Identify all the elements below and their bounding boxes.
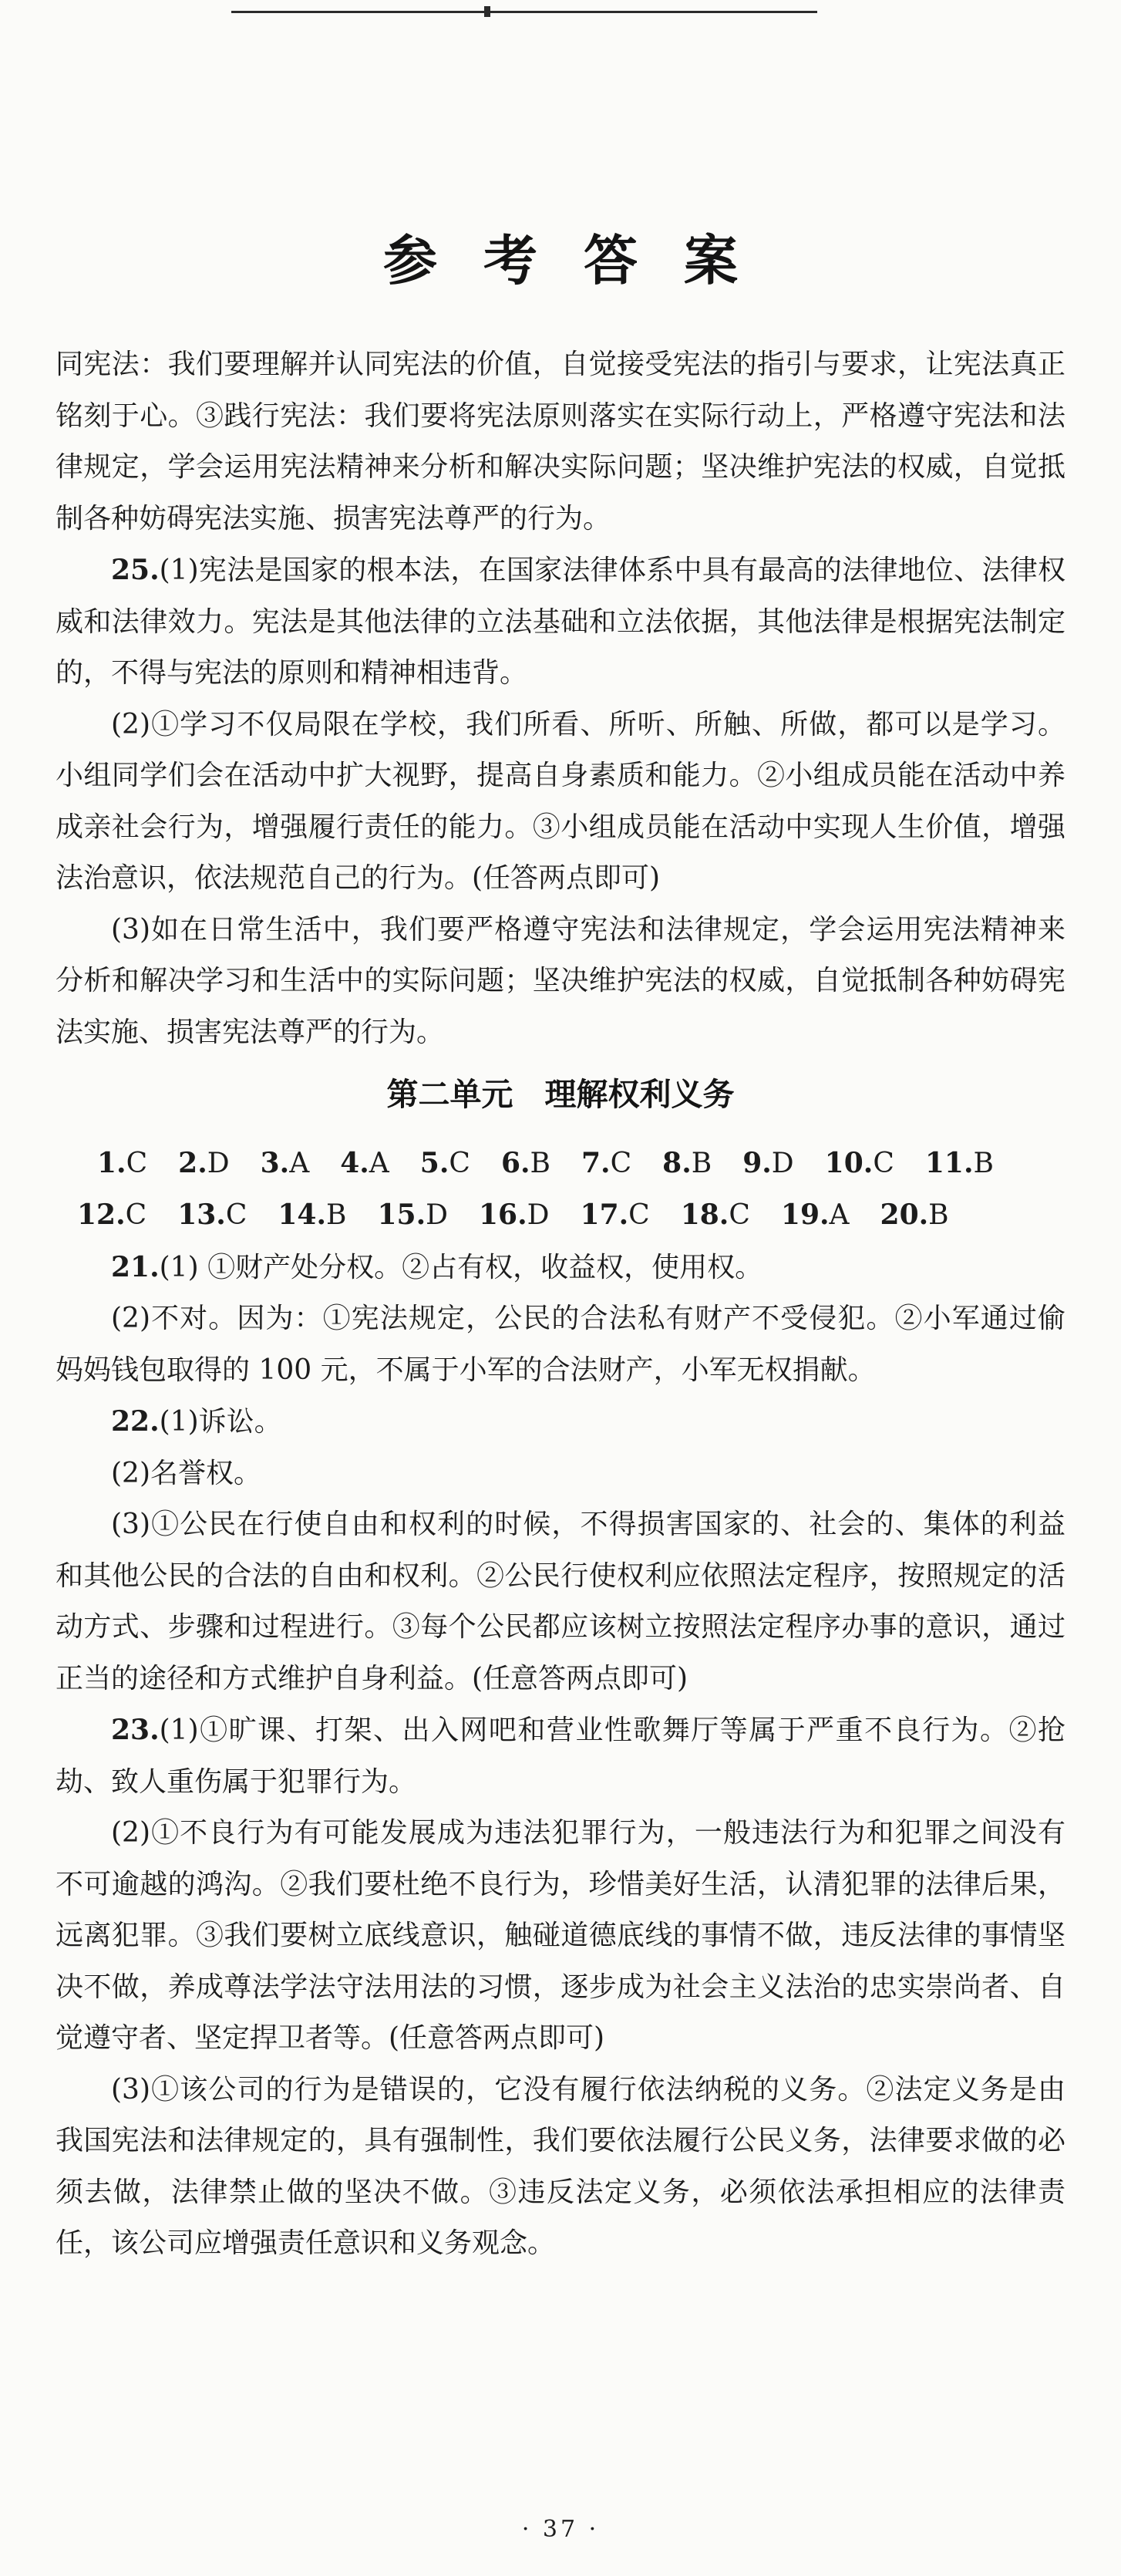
mc-question-number: 3.	[260, 1146, 290, 1179]
mc-answer-letter: B	[691, 1147, 712, 1179]
mc-answer-item	[925, 1138, 994, 1190]
mc-answer-item	[177, 1189, 247, 1242]
mc-answer-item	[681, 1189, 750, 1242]
mc-question-number: 13.	[177, 1199, 226, 1231]
q21-number: 21.	[111, 1250, 160, 1283]
answer-content	[56, 339, 1065, 2270]
mc-answer-item	[581, 1138, 631, 1190]
top-rule	[231, 11, 817, 13]
mc-question-number: 9.	[742, 1146, 772, 1179]
mc-answers-row-2	[56, 1189, 1065, 1242]
mc-question-number: 18.	[680, 1199, 729, 1231]
mc-answers-row-1	[56, 1138, 1065, 1190]
mc-question-number: 16.	[479, 1199, 527, 1231]
mc-question-number: 8.	[662, 1146, 692, 1179]
mc-answer-item	[77, 1189, 146, 1242]
mc-question-number: 19.	[780, 1199, 830, 1231]
mc-question-number: 17.	[580, 1199, 629, 1231]
mc-question-number: 7.	[581, 1146, 611, 1179]
mc-answer-letter: A	[369, 1147, 389, 1179]
q25-part3: (3)如在日常生活中，我们要严格遵守宪法和法律规定，学会运用宪法精神来分析和解决学习和生活中的实际问题；坚决维护宪法的权威，自觉抵制各种妨碍宪法实施、损害宪法尊严的行为。	[56, 913, 1065, 1048]
page-number: · 37 ·	[521, 2516, 600, 2543]
q25-part1-text: (1)宪法是国家的根本法，在国家法律体系中具有最高的法律地位、法律权威和法律效力。宪法是其他法律的立法基础和立法依据，其他法律是根据宪法制定的，不得与宪法的原则和精神相违背。	[56, 555, 1065, 689]
mc-answer-letter: B	[973, 1147, 994, 1179]
mc-answer-item	[97, 1138, 147, 1190]
q25-number: 25.	[111, 554, 160, 586]
mc-question-number: 10.	[824, 1146, 874, 1179]
mc-answer-letter: B	[530, 1147, 550, 1179]
mc-answer-item	[825, 1138, 894, 1190]
q22-part3: (3)①公民在行使自由和权利的时候，不得损害国家的、社会的、集体的利益和其他公民的合法的自由和权利。②公民行使权利应依照法定程序，按照规定的活动方式、步骤和过程进行。③每个公民都应该树立按照法定程序办事的意识，通过正当的途径和方式维护自身利益。(任意答两点即可)	[56, 1509, 1065, 1694]
mc-question-number: 15.	[377, 1199, 426, 1231]
mc-question-number: 12.	[77, 1199, 126, 1231]
q22-number: 22.	[111, 1405, 160, 1438]
mc-answer-item	[742, 1138, 793, 1190]
q21-part1-text: (1) ①财产处分权。②占有权，收益权，使用权。	[159, 1251, 763, 1283]
mc-question-number: 20.	[880, 1199, 929, 1231]
top-rule-tick	[484, 6, 490, 17]
q22-part2: (2)名誉权。	[111, 1457, 261, 1489]
mc-answer-letter: C	[126, 1147, 148, 1179]
mc-answer-item	[178, 1138, 229, 1190]
mc-answer-letter: B	[326, 1199, 347, 1231]
mc-answer-item	[377, 1189, 448, 1242]
mc-answer-letter: C	[449, 1147, 470, 1179]
mc-answer-item	[501, 1138, 550, 1190]
unit-title: 第二单元 理解权利义务	[386, 1076, 735, 1113]
mc-answer-letter: C	[225, 1199, 247, 1231]
mc-answer-letter: A	[289, 1147, 310, 1179]
mc-answer-letter: D	[771, 1147, 794, 1179]
intro-paragraph: 同宪法：我们要理解并认同宪法的价值，自觉接受宪法的指引与要求，让宪法真正铭刻于心。③践行宪法：我们要将宪法原则落实在实际行动上，严格遵守宪法和法律规定，学会运用宪法精神来分析和解决实际问题；坚决维护宪法的权威，自觉抵制各种妨碍宪法实施、损害宪法尊严的行为。	[56, 349, 1065, 534]
mc-answer-item	[662, 1138, 712, 1190]
q22-part1-text: (1)诉讼。	[159, 1406, 282, 1438]
mc-answer-item	[340, 1138, 389, 1190]
mc-answer-letter: C	[628, 1199, 650, 1231]
mc-answer-letter: C	[729, 1199, 750, 1231]
q25-part1	[56, 545, 1065, 700]
mc-question-number: 1.	[97, 1146, 126, 1179]
mc-question-number: 6.	[500, 1146, 530, 1179]
q21-part2: (2)不对。因为：①宪法规定，公民的合法私有财产不受侵犯。②小军通过偷妈妈钱包取得的 100 元，不属于小军的合法财产，小军无权捐献。	[56, 1303, 1065, 1386]
mc-answer-item	[278, 1189, 346, 1242]
mc-answer-letter: C	[610, 1147, 632, 1179]
mc-answer-letter: D	[527, 1199, 550, 1231]
q23-part3: (3)①该公司的行为是错误的，它没有履行依法纳税的义务。②法定义务是由我国宪法和法律规定的，具有强制性，我们要依法履行公民义务，法律要求做的必须去做，法律禁止做的坚决不做。③违反法定义务，必须依法承担相应的法律责任，该公司应增强责任意识和义务观念。	[56, 2073, 1065, 2259]
mc-question-number: 5.	[419, 1146, 449, 1179]
q23-number: 23.	[111, 1714, 160, 1746]
page-title: 参考答案	[383, 228, 784, 292]
mc-answer-item	[420, 1138, 470, 1190]
q22-part1	[56, 1396, 1065, 1448]
q23-part1	[56, 1704, 1065, 1808]
mc-answer-letter: C	[873, 1147, 894, 1179]
mc-answer-item	[261, 1138, 310, 1190]
mc-answer-item	[479, 1189, 550, 1242]
q25-part2: (2)①学习不仅局限在学校，我们所看、所听、所触、所做，都可以是学习。小组同学们会在活动中扩大视野，提高自身素质和能力。②小组成员能在活动中养成亲社会行为，增强履行责任的能力。③小组成员能在活动中实现人生价值，增强法治意识，依法规范自己的行为。(任答两点即可)	[56, 708, 1065, 894]
mc-answer-item	[781, 1189, 850, 1242]
mc-answer-letter: D	[207, 1147, 230, 1179]
mc-question-number: 11.	[924, 1146, 974, 1179]
mc-answer-item	[880, 1189, 949, 1242]
mc-answer-letter: A	[829, 1199, 850, 1231]
mc-answer-letter: D	[426, 1199, 448, 1231]
mc-question-number: 14.	[278, 1199, 327, 1231]
mc-question-number: 4.	[340, 1146, 369, 1179]
mc-answer-letter: C	[125, 1199, 147, 1231]
mc-answer-item	[581, 1189, 650, 1242]
mc-answer-letter: B	[928, 1199, 949, 1231]
q23-part1-text: (1)①旷课、打架、出入网吧和营业性歌舞厅等属于严重不良行为。②抢劫、致人重伤属于犯罪行为。	[56, 1715, 1065, 1798]
q21-part1	[56, 1242, 1065, 1294]
q23-part2: (2)①不良行为有可能发展成为违法犯罪行为，一般违法行为和犯罪之间没有不可逾越的鸿沟。②我们要杜绝不良行为，珍惜美好生活，认清犯罪的法律后果，远离犯罪。③我们要树立底线意识，触碰道德底线的事情不做，违反法律的事情坚决不做，养成尊法学法守法用法的习惯，逐步成为社会主义法治的忠实崇尚者、自觉遵守者、坚定捍卫者等。(任意答两点即可)	[56, 1817, 1065, 2054]
mc-question-number: 2.	[178, 1146, 207, 1179]
